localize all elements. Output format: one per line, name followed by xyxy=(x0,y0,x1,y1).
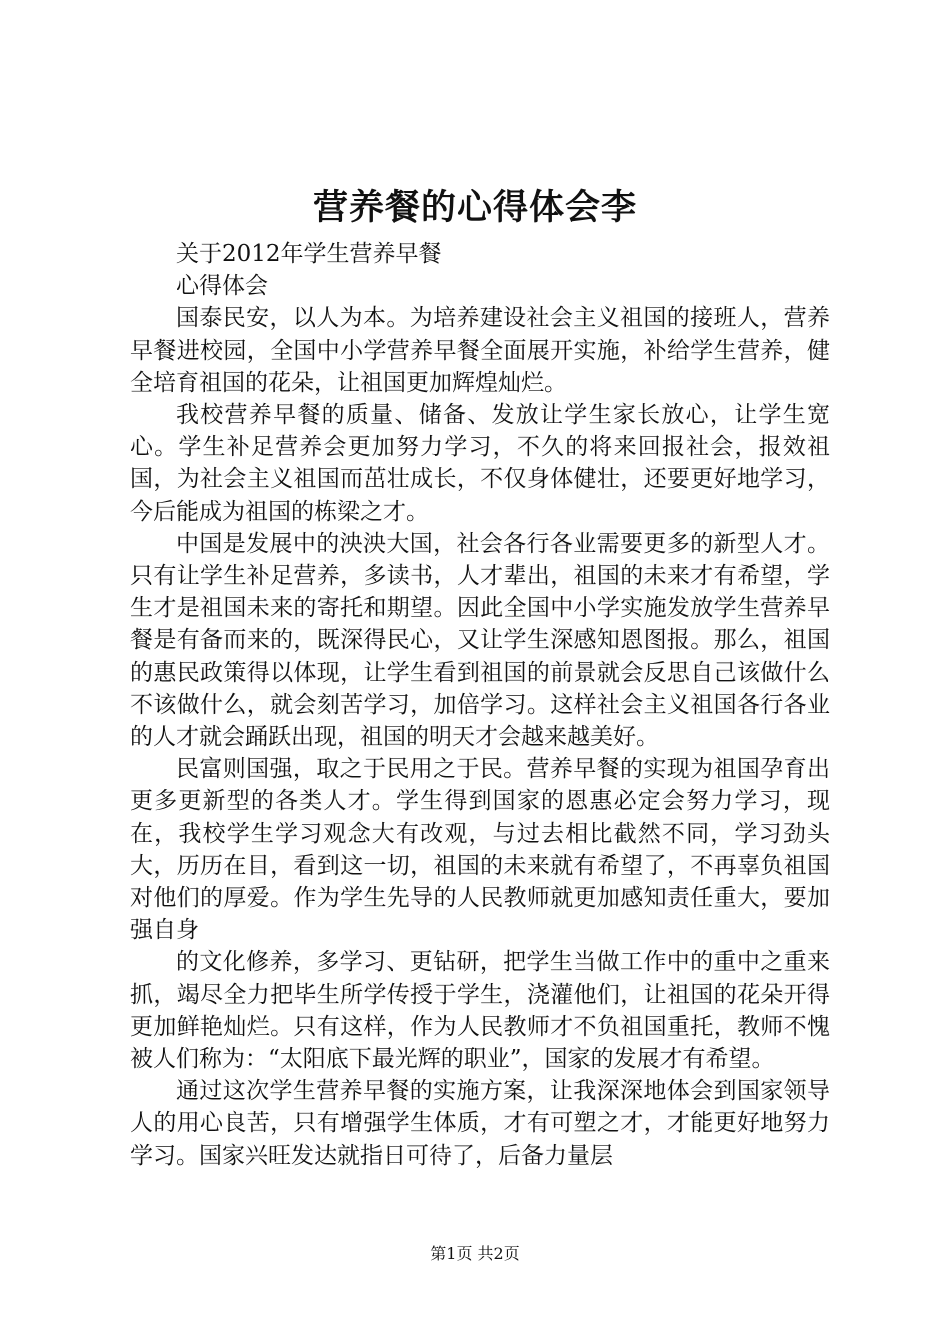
document-body xyxy=(130,238,830,1172)
paragraph: 国泰民安，以人为本。为培养建设社会主义祖国的接班人，营养早餐进校园，全国中小学营养早餐全面展开实施，补给学生营养，健全培育祖国的花朵，让祖国更加辉煌灿烂。 xyxy=(130,305,830,396)
paragraph: 民富则国强，取之于民用之于民。营养早餐的实现为祖国孕育出更多更新型的各类人才。学生得到国家的恩惠必定会努力学习，现在，我校学生学习观念大有改观，与过去相比截然不同，学习劲头大，历历在目，看到这一切，祖国的未来就有希望了，不再辜负祖国对他们的厚爱。作为学生先导的人民教师就更加感知责任重大，要加强自身 xyxy=(130,756,830,944)
paragraph: 我校营养早餐的质量、储备、发放让学生家长放心，让学生宽心。学生补足营养会更加努力学习，不久的将来回报社会，报效祖国，为社会主义祖国而茁壮成长，不仅身体健壮，还要更好地学习，今后能成为祖国的栋梁之才。 xyxy=(130,402,830,525)
paragraph: 的文化修养，多学习、更钻研，把学生当做工作中的重中之重来抓，竭尽全力把毕生所学传授于学生，浇灌他们，让祖国的花朵开得更加鲜艳灿烂。只有这样，作为人民教师才不负祖国重托，教师不愧被人们称为：“太阳底下最光辉的职业”，国家的发展才有希望。 xyxy=(130,949,830,1073)
paragraph-subtitle-line1: 关于2012年学生营养早餐 xyxy=(176,241,442,267)
page-number-footer: 第1页 共2页 xyxy=(430,1244,520,1263)
paragraph: 中国是发展中的泱泱大国，社会各行各业需要更多的新型人才。只有让学生补足营养，多读书，人才辈出，祖国的未来才有希望，学生才是祖国未来的寄托和期望。因此全国中小学实施发放学生营养早餐是有备而来的，既深得民心，又让学生深感知恩图报。那么，祖国的惠民政策得以体现，让学生看到祖国的前景就会反思自己该做什么不该做什么，就会刻苦学习，加倍学习。这样社会主义祖国各行各业的人才就会踊跃出现，祖国的明天才会越来越美好。 xyxy=(130,530,830,751)
paragraph: 通过这次学生营养早餐的实施方案，让我深深地体会到国家领导人的用心良苦，只有增强学生体质，才有可塑之才，才能更好地努力学习。国家兴旺发达就指日可待了，后备力量层 xyxy=(130,1078,830,1169)
document-title: 营养餐的心得体会李 xyxy=(312,187,637,228)
paragraph-subtitle-line2: 心得体会 xyxy=(176,273,268,300)
